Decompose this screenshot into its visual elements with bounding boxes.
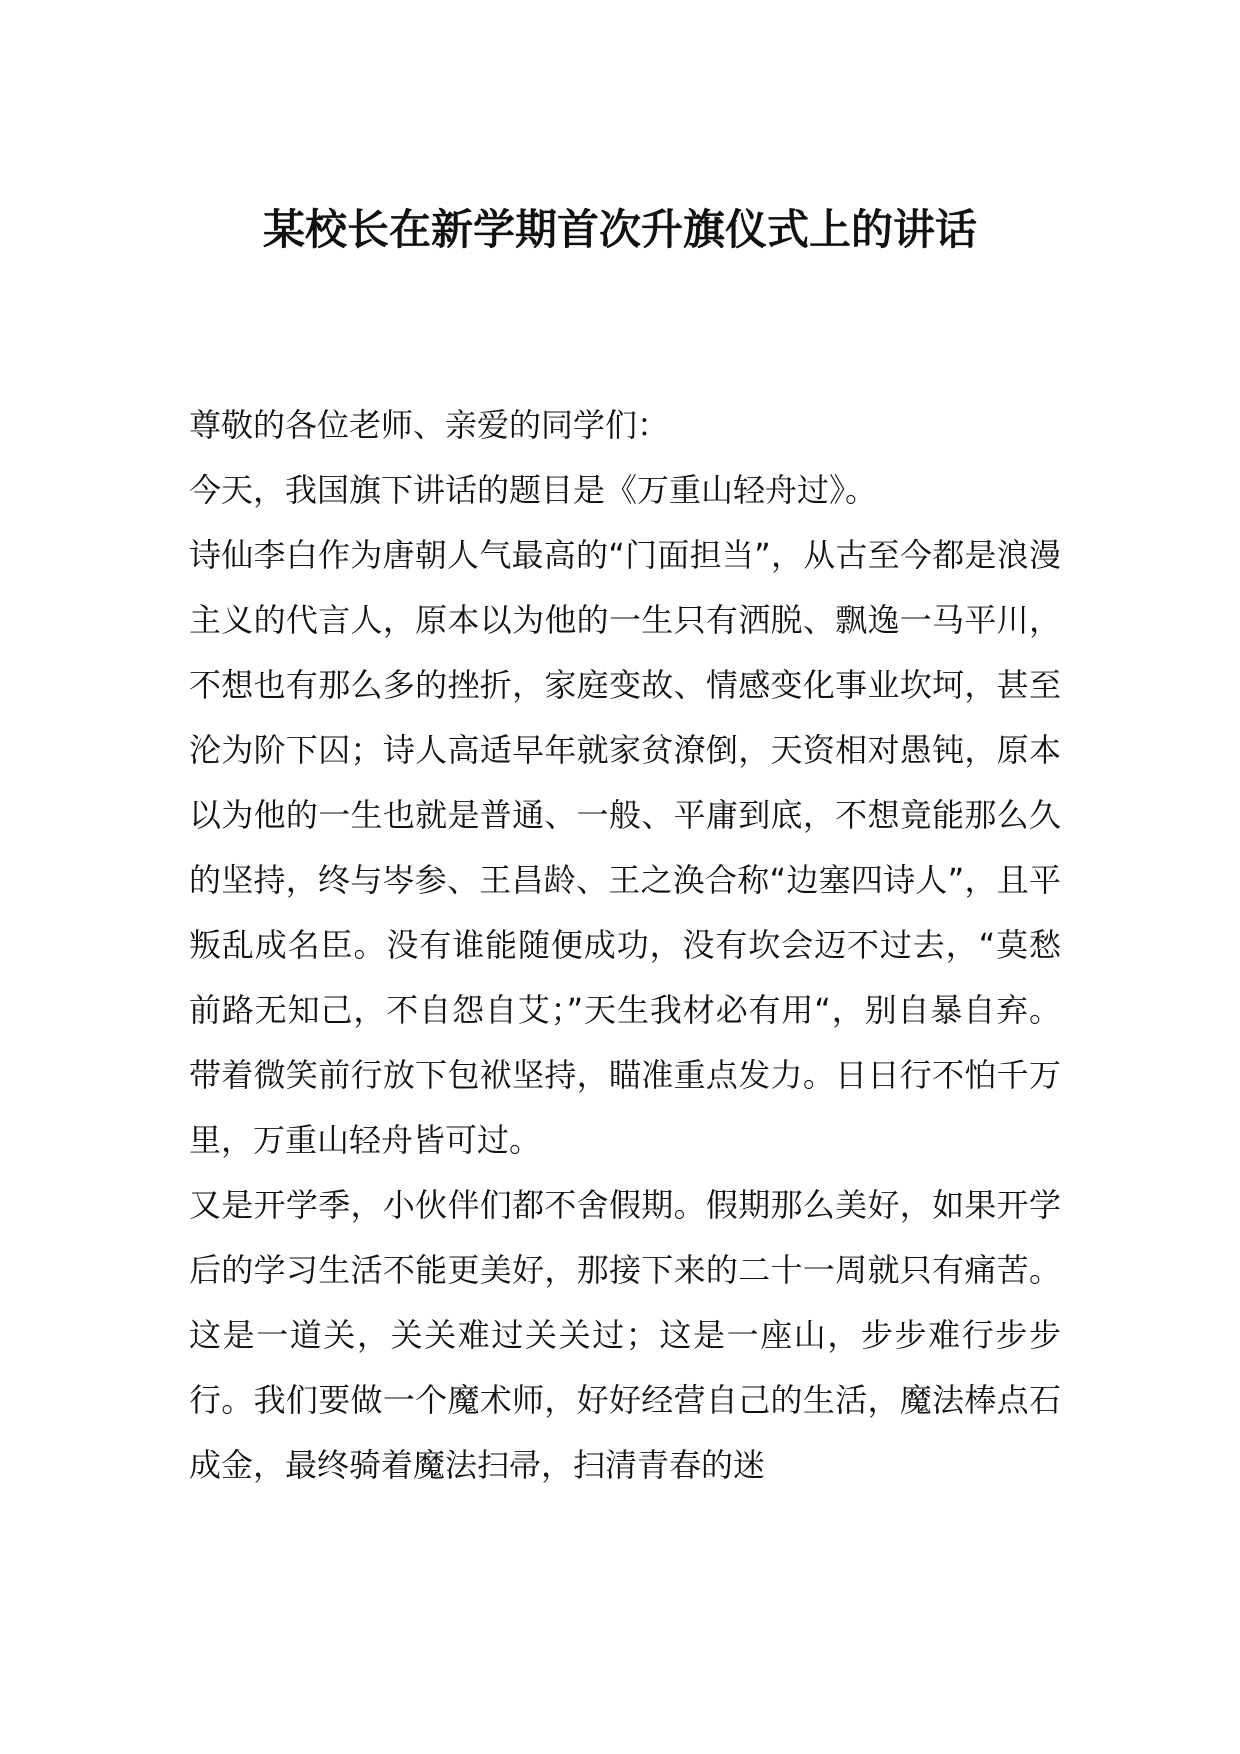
document-title: 某校长在新学期首次升旗仪式上的讲话	[262, 205, 977, 254]
paragraph-poets: 诗仙李白作为唐朝人气最高的“门面担当”，从古至今都是浪漫主义的代言人，原本以为他的一生只有洒脱、飘逸一马平川，不想也有那么多的挫折，家庭变故、情感变化事业坎坷，甚至沦为阶下囚；诗人高适早年就家贫潦倒，天资相对愚钝，原本以为他的一生也就是普通、一般、平庸到底，不想竟能那么久的坚持，终与岑参、王昌龄、王之涣合称“边塞四诗人”，且平叛乱成名臣。没有谁能随便成功，没有坎会迈不过去，“莫愁前路无知己，不自怨自艾；”天生我材必有用“，别自暴自弃。带着微笑前行放下包袱坚持，瞄准重点发力。日日行不怕千万里，万重山轻舟皆可过。	[189, 536, 1061, 1159]
paragraph-greeting: 尊敬的各位老师、亲爱的同学们：	[189, 406, 670, 444]
paragraph-new-semester: 又是开学季，小伙伴们都不舍假期。假期那么美好，如果开学后的学习生活不能更美好，那接下来的二十一周就只有痛苦。这是一道关，关关难过关关过；这是一座山，步步难行步步行。我们要做一个魔术师，好好经营自己的生活，魔法棒点石成金，最终骑着魔法扫帚，扫清青春的迷	[189, 1186, 1061, 1484]
paragraph-topic: 今天，我国旗下讲话的题目是《万重山轻舟过》。	[189, 471, 878, 509]
document-body	[189, 393, 1061, 1498]
